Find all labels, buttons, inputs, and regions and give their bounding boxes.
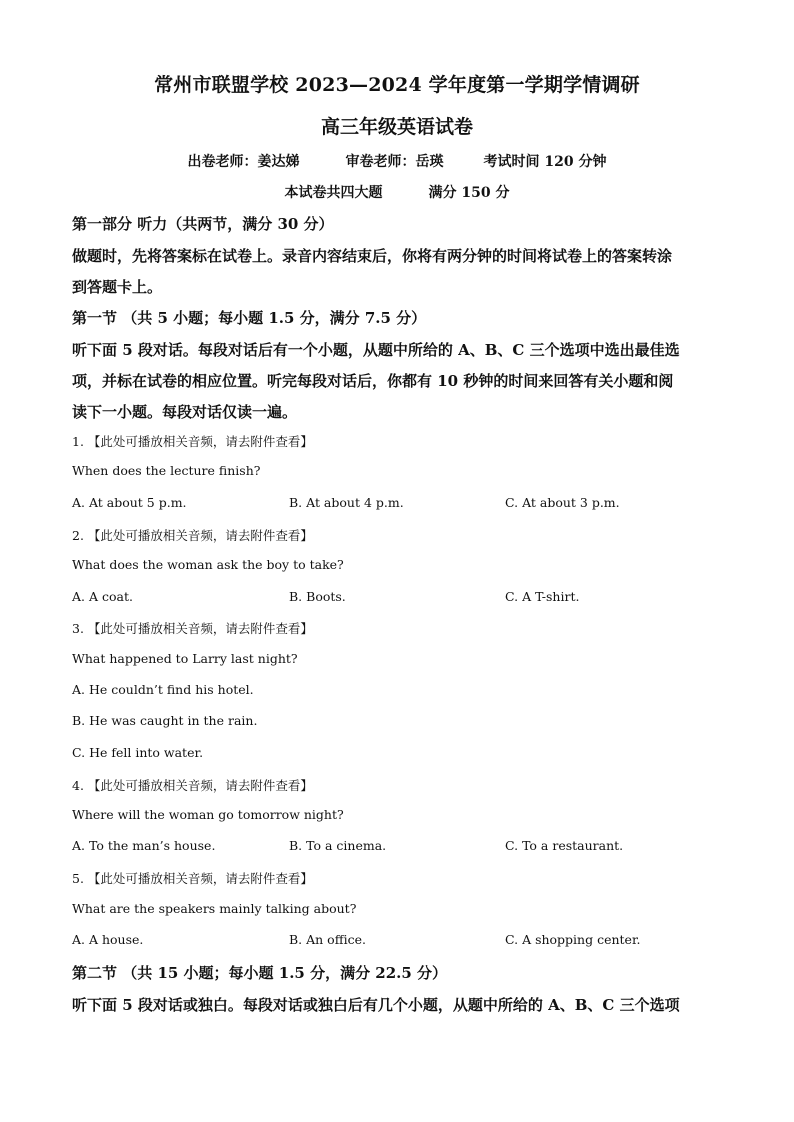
option-a: A. At about 5 p.m. (72, 495, 187, 510)
sections-label: 本试卷共四大题 (284, 185, 383, 201)
audio-note: 1. 【此处可播放相关音频，请去附件查看】 (72, 434, 313, 449)
option-b: B. An office. (289, 932, 366, 947)
audio-note: 2. 【此处可播放相关音频，请去附件查看】 (72, 528, 313, 543)
question-text: What are the speakers mainly talking about? (72, 901, 357, 916)
option-c: C. A shopping center. (505, 932, 641, 947)
option-a: A. He couldn’t find his hotel. (72, 682, 254, 697)
option-b: B. At about 4 p.m. (289, 495, 404, 510)
option-c: C. A T-shirt. (505, 589, 580, 604)
audio-note: 4. 【此处可播放相关音频，请去附件查看】 (72, 778, 313, 793)
duration-label: 考试时间 120 分钟 (483, 154, 607, 170)
part1-instruction-line: 到答题卡上。 (72, 278, 163, 296)
option-b: B. He was caught in the rain. (72, 713, 258, 728)
audio-note: 5. 【此处可播放相关音频，请去附件查看】 (72, 871, 313, 886)
option-a: A. To the man’s house. (72, 838, 216, 853)
part1-instruction-line: 做题时，先将答案标在试卷上。录音内容结束后，你将有两分钟的时间将试卷上的答案转涂 (72, 247, 673, 265)
option-c: C. At about 3 p.m. (505, 495, 620, 510)
option-a: A. A house. (72, 932, 144, 947)
audio-note: 3. 【此处可播放相关音频，请去附件查看】 (72, 621, 313, 636)
part1-heading: 第一部分 听力（共两节，满分 30 分） (72, 215, 334, 233)
section2-instruction-line: 听下面 5 段对话或独白。每段对话或独白后有几个小题，从题中所给的 A、B、C 三个选项 (72, 996, 680, 1014)
exam-meta-row-1 (0, 151, 794, 171)
question-text: What happened to Larry last night? (72, 651, 298, 666)
option-a: A. A coat. (72, 589, 133, 604)
question-text: Where will the woman go tomorrow night? (72, 807, 344, 822)
reviewer-label: 审卷老师：岳瑛 (345, 154, 444, 170)
section1-instruction-line: 项，并标在试卷的相应位置。听完每段对话后，你都有 10 秒钟的时间来回答有关小题和阅 (72, 372, 674, 390)
exam-meta-row-2 (0, 182, 794, 202)
option-b: B. To a cinema. (289, 838, 387, 853)
option-c: C. To a restaurant. (505, 838, 624, 853)
exam-title: 常州市联盟学校 2023—2024 学年度第一学期学情调研 (154, 74, 640, 96)
option-c: C. He fell into water. (72, 745, 204, 760)
section1-heading: 第一节 （共 5 小题；每小题 1.5 分，满分 7.5 分） (72, 309, 427, 327)
setter-label: 出卷老师：姜达娣 (187, 154, 300, 170)
question-text: What does the woman ask the boy to take? (72, 557, 344, 572)
question-text: When does the lecture finish? (72, 463, 261, 478)
section1-instruction-line: 读下一小题。每段对话仅读一遍。 (72, 403, 298, 421)
section2-heading: 第二节 （共 15 小题；每小题 1.5 分，满分 22.5 分） (72, 964, 448, 982)
option-b: B. Boots. (289, 589, 346, 604)
full-score-label: 满分 150 分 (428, 185, 510, 201)
section1-instruction-line: 听下面 5 段对话。每段对话后有一个小题，从题中所给的 A、B、C 三个选项中选出最佳选 (72, 341, 680, 359)
exam-subtitle: 高三年级英语试卷 (320, 116, 473, 138)
